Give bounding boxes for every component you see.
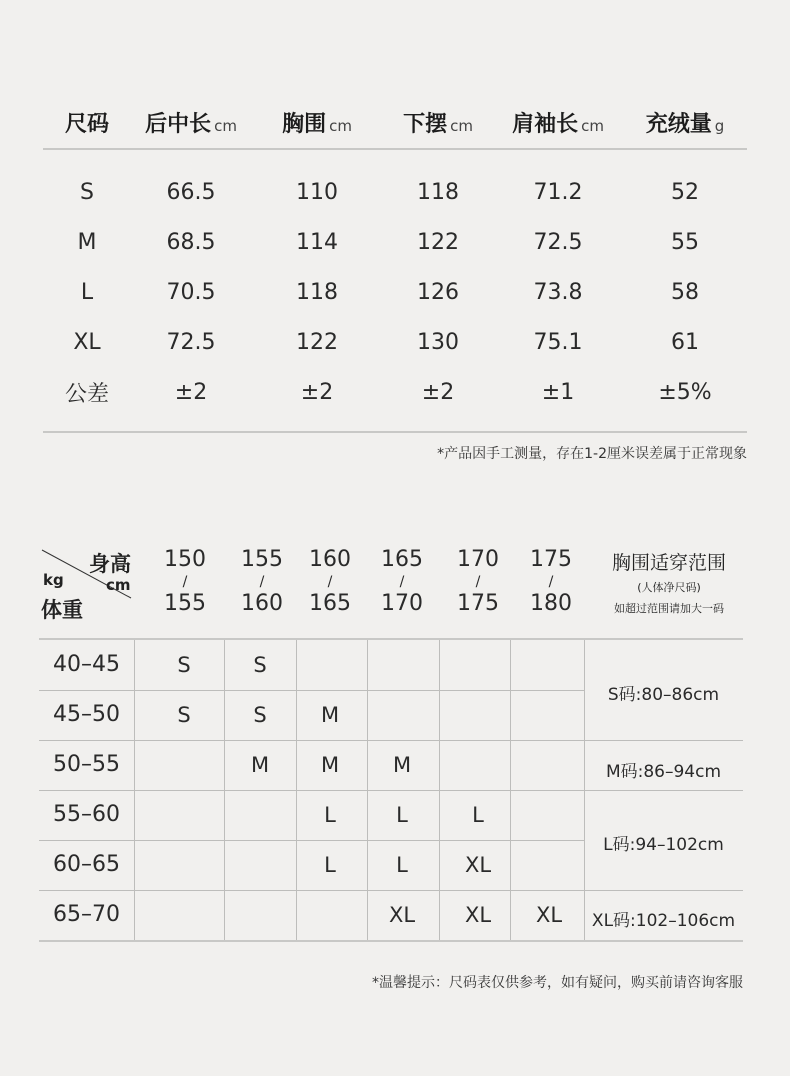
table-cell: M [77, 229, 97, 255]
table-cell: 114 [296, 229, 338, 255]
size-cell: M [392, 753, 412, 777]
height-column-header: 155 / 160 [241, 547, 283, 616]
header-down-fill: 充绒量 g [645, 111, 725, 137]
table-cell: 122 [296, 329, 338, 355]
table-row [43, 167, 747, 217]
chest-range-m: M码:86–94cm [605, 762, 722, 782]
height-unit: cm [106, 576, 131, 594]
table-cell: 110 [296, 179, 338, 205]
header-sleeve-length: 肩袖长 cm [512, 111, 604, 137]
header-size: 尺码 [64, 111, 109, 137]
table-cell: XL [73, 329, 101, 355]
table-cell: 71.2 [533, 179, 583, 205]
chest-range-s: S码:80–86cm [607, 685, 720, 705]
size-cell: XL [388, 903, 416, 927]
weight-range-label: 50–55 [53, 752, 120, 777]
table-row [43, 317, 747, 367]
size-cell: S [253, 703, 267, 727]
size-cell: L [396, 853, 408, 877]
chest-range-title: 胸围适穿范围 [611, 552, 726, 574]
table-cell: 70.5 [166, 279, 216, 305]
chest-range-l: L码:94–102cm [603, 835, 724, 855]
size-cell: M [320, 753, 340, 777]
height-column-header: 175 / 180 [530, 547, 572, 616]
fit-recommendation-table [39, 540, 743, 942]
weight-label: 体重 [41, 598, 83, 622]
size-cell: M [320, 703, 340, 727]
chest-range-subtitle: (人体净尺码) [637, 581, 701, 594]
size-cell: S [177, 653, 191, 677]
table-cell: 55 [671, 229, 699, 255]
weight-range-label: 55–60 [53, 802, 120, 827]
size-measurement-table [43, 96, 747, 433]
weight-range-label: 60–65 [53, 852, 120, 877]
weight-range-label: 40–45 [53, 652, 120, 677]
table-cell: 122 [417, 229, 459, 255]
table-cell: ±1 [541, 379, 575, 405]
table-cell: 61 [671, 329, 699, 355]
size-table-body [43, 150, 747, 433]
fit-table-header [39, 540, 743, 640]
table-cell: 58 [671, 279, 699, 305]
table-cell: 66.5 [166, 179, 216, 205]
chest-range-header [599, 548, 739, 616]
size-table-header [43, 96, 747, 150]
size-cell: XL [464, 903, 492, 927]
table-cell: ±2 [421, 379, 455, 405]
reference-tip: *温馨提示：尺码表仅供参考，如有疑问，购买前请咨询客服 [372, 975, 743, 991]
corner-cell [39, 540, 135, 638]
header-chest: 胸围 cm [282, 111, 352, 137]
table-cell: 公差 [64, 381, 109, 407]
table-cell: S [80, 179, 94, 205]
weight-range-label: 65–70 [53, 902, 120, 927]
weight-unit: kg [43, 571, 64, 589]
size-cell: L [472, 803, 484, 827]
chest-range-xl: XL码:102–106cm [591, 911, 736, 931]
size-cell: XL [464, 853, 492, 877]
table-cell: L [80, 279, 94, 305]
tolerance-row [43, 367, 747, 417]
size-cell: S [253, 653, 267, 677]
measurement-note: *产品因手工测量，存在1-2厘米误差属于正常现象 [437, 446, 747, 462]
table-cell: 130 [417, 329, 459, 355]
size-cell: S [177, 703, 191, 727]
table-cell: 72.5 [166, 329, 216, 355]
table-cell: 52 [671, 179, 699, 205]
table-cell: 68.5 [166, 229, 216, 255]
table-cell: 75.1 [533, 329, 583, 355]
table-row [43, 217, 747, 267]
table-cell: 72.5 [533, 229, 583, 255]
height-column-header: 165 / 170 [381, 547, 423, 616]
size-cell: L [324, 853, 336, 877]
table-cell: ±2 [174, 379, 208, 405]
size-cell: L [324, 803, 336, 827]
table-cell: 73.8 [533, 279, 583, 305]
fit-table-grid [39, 640, 743, 942]
chest-range-hint: 如超过范围请加大一码 [614, 602, 724, 615]
height-column-header: 160 / 165 [309, 547, 351, 616]
table-cell: ±2 [300, 379, 334, 405]
size-cell: M [250, 753, 270, 777]
height-column-header: 170 / 175 [457, 547, 499, 616]
height-column-header: 150 / 155 [164, 547, 206, 616]
size-cell: XL [535, 903, 563, 927]
table-cell: 118 [417, 179, 459, 205]
header-hem: 下摆 cm [403, 111, 473, 137]
weight-range-label: 45–50 [53, 702, 120, 727]
size-cell: L [396, 803, 408, 827]
header-back-length: 后中长 cm [145, 111, 237, 137]
table-cell: ±5% [658, 379, 712, 405]
table-row [43, 267, 747, 317]
table-cell: 118 [296, 279, 338, 305]
height-label: 身高 [89, 552, 131, 576]
table-cell: 126 [417, 279, 459, 305]
